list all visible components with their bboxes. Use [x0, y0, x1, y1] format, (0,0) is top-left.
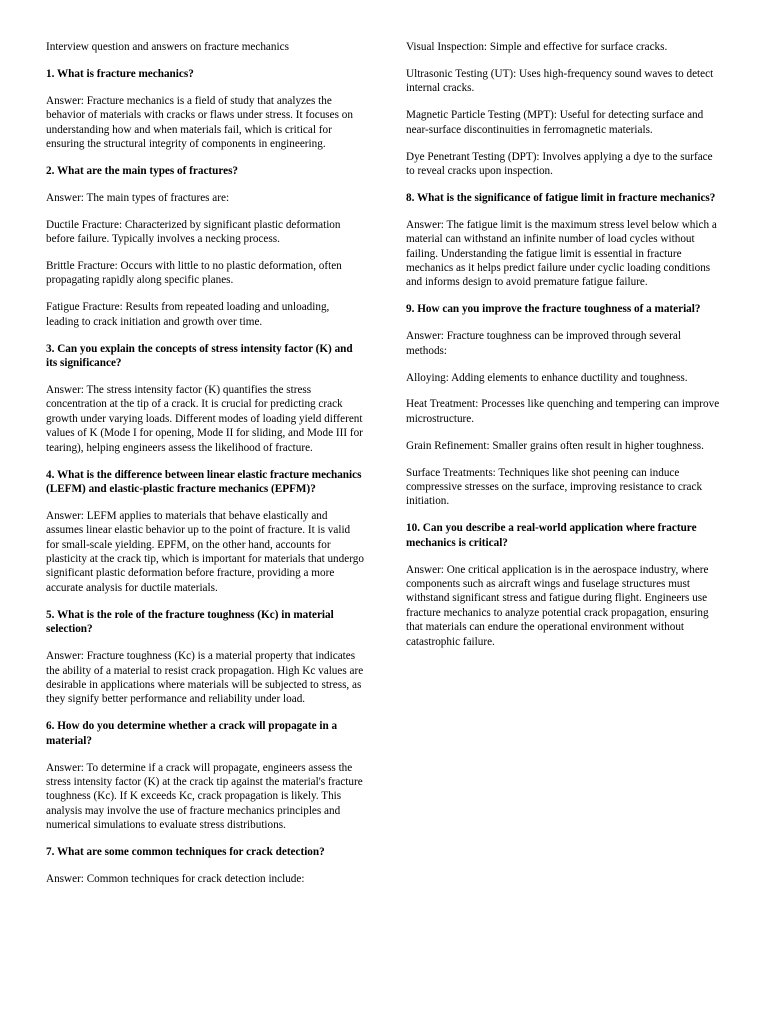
answer-paragraph: Ductile Fracture: Characterized by significant plastic deformation before failure. Typically involves a necking process. [46, 218, 341, 246]
answer-paragraph: Answer: LEFM applies to materials that behave elastically and assumes linear elastic behavior up to the point of fracture. It is valid for small-scale yielding. EPFM, on the other hand, accounts for plasticity at the crack tip, which is important for materials that undergo significant plastic deformation before fracture, providing a more accurate analysis for ductile materials. [46, 509, 364, 594]
answer-paragraph: Heat Treatment: Processes like quenching and tempering can improve microstructure. [406, 398, 720, 425]
answer-paragraph: Answer: One critical application is in the aerospace industry, where components such as aircraft wings and fuselage structures must withstand significant stress and fatigue during flight. Engineers use fracture mechanics to analyze potential crack propagation, ensuring that materials can endure the operational environment without catastrophic failure. [406, 563, 709, 648]
answer-paragraph: Fatigue Fracture: Results from repeated loading and unloading, leading to crack initiation and growth over time. [46, 301, 330, 328]
answer-paragraph: Brittle Fracture: Occurs with little to no plastic deformation, often propagating rapidly along specific planes. [46, 260, 342, 287]
right-column [406, 40, 724, 662]
question-heading: 2. What are the main types of fractures? [46, 164, 239, 177]
question-heading: 4. What is the difference between linear elastic fracture mechanics (LEFM) and elastic-plastic fracture mechanics (EPFM)? [46, 468, 362, 495]
answer-paragraph: Answer: The stress intensity factor (K) quantifies the stress concentration at the tip of a crack. It is crucial for predicting crack growth under varying loads. Different modes of loading yield different values of K (Mode I for opening, Mode II for sliding, and Mode III for tearing), helping engineers assess the likelihood of fracture. [46, 384, 363, 454]
question-heading: 6. How do you determine whether a crack will propagate in a material? [46, 720, 338, 747]
answer-paragraph: Dye Penetrant Testing (DPT): Involves applying a dye to the surface to reveal cracks upon inspection. [406, 150, 713, 177]
document-title: Interview question and answers on fracture mechanics [46, 41, 289, 53]
question-heading: 8. What is the significance of fatigue limit in fracture mechanics? [406, 191, 716, 204]
left-column [46, 40, 364, 899]
answer-paragraph: Magnetic Particle Testing (MPT): Useful for detecting surface and near-surface discontinuities in ferromagnetic materials. [406, 109, 704, 136]
answer-paragraph: Answer: The fatigue limit is the maximum stress level below which a material can withstand an infinite number of load cycles without failing. Understanding the fatigue limit is essential in fracture mechanics as it helps predict failure under cyclic loading conditions and informs design to avoid premature fatigue failure. [406, 218, 717, 289]
answer-paragraph: Answer: Fracture toughness (Kc) is a material property that indicates the ability of a material to resist crack propagation. High Kc values are desirable in applications where materials will be subjected to stress, as they signify better performance and reliability under load. [46, 650, 364, 706]
answer-paragraph: Answer: The main types of fractures are: [46, 191, 230, 204]
answer-paragraph: Alloying: Adding elements to enhance ductility and toughness. [406, 371, 688, 384]
answer-paragraph: Answer: Fracture toughness can be improved through several methods: [406, 330, 681, 357]
answer-paragraph: Surface Treatments: Techniques like shot peening can induce compressive stresses on the surface, improving resistance to crack initiation. [406, 466, 703, 508]
question-heading: 5. What is the role of the fracture toughness (Kc) in material selection? [46, 608, 334, 636]
answer-paragraph: Answer: Fracture mechanics is a field of study that analyzes the behavior of materials with cracks or flaws under stress. It focuses on understanding how and when materials fail, which is critical for ensuring the structural integrity of components in engineering. [46, 94, 353, 151]
answer-paragraph: Ultrasonic Testing (UT): Uses high-frequency sound waves to detect internal cracks. [406, 67, 714, 95]
question-heading: 7. What are some common techniques for crack detection? [46, 846, 325, 859]
question-heading: 1. What is fracture mechanics? [46, 67, 194, 80]
answer-paragraph: Answer: Common techniques for crack detection include: [46, 872, 305, 885]
question-heading: 3. Can you explain the concepts of stress intensity factor (K) and its significance? [46, 342, 353, 370]
answer-paragraph: Grain Refinement: Smaller grains often result in higher toughness. [406, 439, 704, 452]
question-heading: 10. Can you describe a real-world application where fracture mechanics is critical? [406, 522, 697, 549]
answer-paragraph: Visual Inspection: Simple and effective for surface cracks. [406, 41, 668, 53]
question-heading: 9. How can you improve the fracture toughness of a material? [406, 303, 701, 316]
answer-paragraph: Answer: To determine if a crack will propagate, engineers assess the stress intensity factor (K) at the crack tip against the material's fracture toughness (Kc). If K exceeds Kc, crack propagation is likely. This analysis may involve the use of fracture mechanics principles and numerical simulations to evaluate stress distributions. [46, 761, 363, 832]
